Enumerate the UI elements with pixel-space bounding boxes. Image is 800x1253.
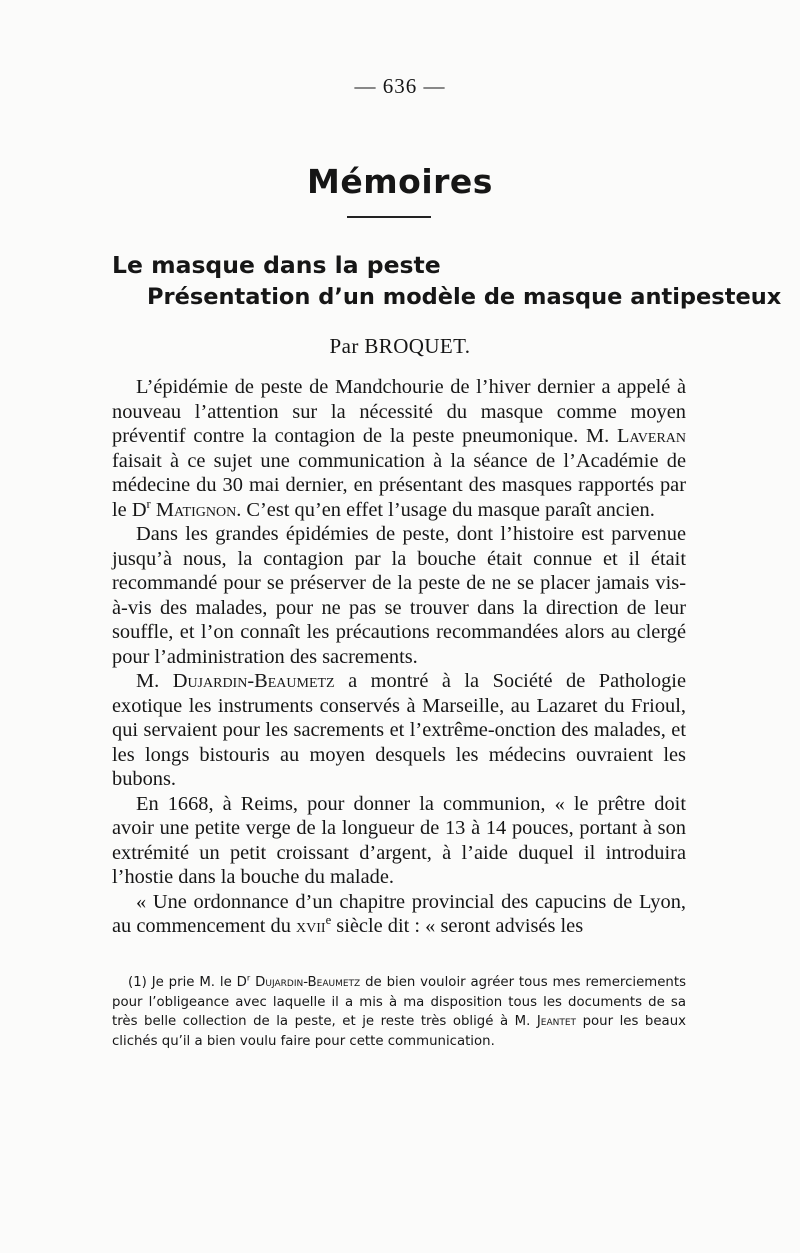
paragraph: « Une ordonnance d’un chapitre provincial des capucins de Lyon, au commencement du xvii$^e$ siècle dit : « seront advisés les: [112, 890, 686, 937]
author-name: Matignon: [150, 498, 237, 521]
paragraph: M. Dujardin-Beaumetz a montré à la Société de Pathologie exotique les instruments conservés à Marseille, au Lazaret du Frioul, qui servaient pour les sacrements et l’extrême-onction des malades, et les longs bistouris au moyen desquels les médecins ouvraient les bubons.: [112, 670, 686, 790]
footnote: [112, 973, 686, 1051]
author-byline: Par BROQUET.: [329, 334, 471, 358]
article-body: [112, 375, 686, 939]
author-name: Laveran: [617, 425, 686, 447]
author-name: Jeantet: [536, 1014, 577, 1030]
title-divider: [347, 216, 431, 218]
author-name: Dujardin-Beaumetz: [250, 975, 361, 990]
article-title: Le masque dans la peste: [112, 251, 441, 279]
page-number: — 636 —: [354, 74, 446, 98]
footnote-text: (1) Je prie M. le $D^r$ Dujardin-Beaumetz de bien vouloir agréer tous mes remerciements pour l’obligeance avec laquelle il a mis à ma disposition tous les documents de sa très belle collection de la peste, et je reste très obligé à M. Jeantet pour les beaux clichés qu’il a bien voulu faire pour cette communication.: [112, 972, 686, 1049]
article-subtitle: Présentation d’un modèle de masque antipesteux: [147, 284, 782, 310]
section-title: Mémoires: [307, 162, 493, 201]
paragraph: L’épidémie de peste de Mandchourie de l’hiver dernier a appelé à nouveau l’attention sur la nécessité du masque comme moyen préventif contre la contagion de la peste pneumonique. M. Laveran faisait à ce sujet une communication à la séance de l’Académie de médecine du 30 mai dernier, en présentant des masques rapportés par le $D^r$ Matignon. C’est qu’en effet l’usage du masque paraît ancien.: [112, 376, 686, 521]
paragraph: Dans les grandes épidémies de peste, dont l’histoire est parvenue jusqu’à nous, la contagion par la bouche était connue et il était recommandé pour se préserver de la peste de ne se placer jamais vis-à-vis des malades, pour ne pas se trouver dans la direction de leur souffle, et l’on connaît les précautions recommandées alors au clergé pour l’administration des sacrements.: [112, 523, 686, 668]
author-name: Dujardin-Beaumetz: [172, 670, 335, 692]
paragraph: En 1668, à Reims, pour donner la communion, « le prêtre doit avoir une petite verge de la longueur de 13 à 14 pouces, portant à son extrémité un petit croissant d’argent, à l’aide duquel il introduira l’hostie dans la bouche du malade.: [112, 792, 686, 888]
